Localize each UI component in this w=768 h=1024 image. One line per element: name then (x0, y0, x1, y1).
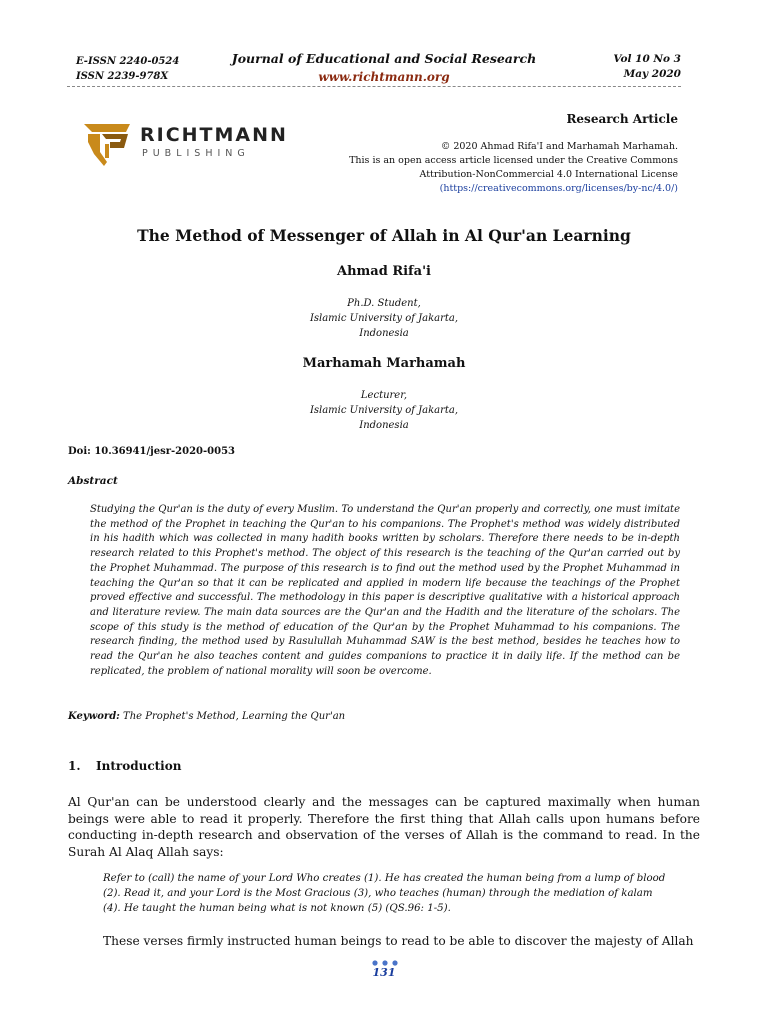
volume: Vol 10 No 3 (613, 53, 681, 65)
keywords-text: The Prophet's Method, Learning the Qur'an (119, 711, 346, 722)
article-type: Research Article (566, 112, 678, 126)
block-quote: Refer to (call) the name of your Lord Who creates (1). He has created the human being from a lump of blood (2). Read it, and your Lord is the Most Gracious (3), who teaches (human) through the mediation of kalam (4). He taught the human being what is not known (5) (QS.96: 1-5). (103, 873, 666, 914)
publisher-name: RICHTMANN (140, 124, 288, 146)
journal-url[interactable]: www.richtmann.org (318, 70, 450, 84)
license-link[interactable]: (https://creativecommons.org/licenses/by-nc/4.0/) (439, 183, 678, 194)
header-divider (67, 86, 681, 87)
abstract-heading: Abstract (68, 475, 118, 487)
license-copyright: © 2020 Ahmad Rifa'I and Marhamah Marhamah. (440, 141, 678, 152)
journal-title: Journal of Educational and Social Research (231, 51, 537, 66)
keywords-label: Keyword: (68, 711, 120, 722)
issn: ISSN 2239-978X (76, 71, 169, 82)
section-title: Introduction (96, 759, 182, 773)
author-role: Lecturer, (360, 390, 408, 401)
author-affiliation (0, 296, 768, 341)
body-paragraph: Al Qur'an can be understood clearly and the messages can be captured maximally when human beings were able to read it properly. Therefore the first thing that Allah calls upon humans before conducting in-depth research and observation of the verses of Allah is the command to read. In the Surah Al Alaq Allah says: (68, 795, 700, 859)
volume-block (613, 52, 681, 82)
paper-title: The Method of Messenger of Allah in Al Qur'an Learning (137, 226, 631, 245)
author-name: Marhamah Marhamah (302, 356, 466, 371)
author-country: Indonesia (359, 328, 409, 339)
author-institution: Islamic University of Jakarta, (309, 405, 459, 416)
body-paragraph: These verses firmly instructed human beings to read to be able to discover the majesty of Allah (103, 934, 694, 948)
author-institution: Islamic University of Jakarta, (309, 313, 459, 324)
license-block (349, 140, 678, 196)
author-name: Ahmad Rifa'i (336, 264, 431, 279)
journal-header (200, 50, 568, 86)
eissn: E-ISSN 2240-0524 (76, 56, 180, 67)
author-role: Ph.D. Student, (347, 298, 421, 309)
keywords (68, 711, 345, 722)
doi[interactable]: Doi: 10.36941/jesr-2020-0053 (68, 446, 235, 457)
issue-date: May 2020 (623, 68, 681, 80)
license-open-access: This is an open access article licensed under the Creative Commons (349, 155, 678, 166)
abstract-text: Studying the Qur'an is the duty of every Muslim. To understand the Qur'an properly and correctly, one must imitate the method of the Prophet in teaching the Qur'an to his companions. The Prophet's method was widely distributed in his hadith which was collected in many hadith books written by scholars. Therefore there needs to be in-depth research related to this Prophet's method. The object of this research is the teaching of the Qur'an carried out by the Prophet Muhammad. The purpose of this research is to find out the method used by the Prophet Muhammad in teaching the Qur'an so that it can be replicated and applied in modern life because the teachings of the Prophet proved effective and successful. The methodology in this paper is descriptive qualitative with a historical approach and literature review. The main data sources are the Qur'an and the Hadith and the literature of the scholars. The scope of this study is the method of education of the Qur'an by the Prophet Muhammad to his companions. The research finding, the method used by Rasulullah Muhammad SAW is the best method, besides he teaches how to read the Qur'an he also teaches content and guides companions to practice it in daily life. If the method can be replicated, the problem of national morality will soon be overcome. (90, 504, 680, 677)
author-country: Indonesia (359, 420, 409, 431)
section-number: 1. (68, 759, 81, 773)
license-name: Attribution-NonCommercial 4.0 International License (419, 169, 678, 180)
section-heading (68, 759, 181, 773)
publisher-subtitle: PUBLISHING (142, 148, 250, 159)
author-affiliation (0, 388, 768, 433)
issn-block (76, 54, 179, 84)
page-number: 131 (372, 966, 396, 979)
